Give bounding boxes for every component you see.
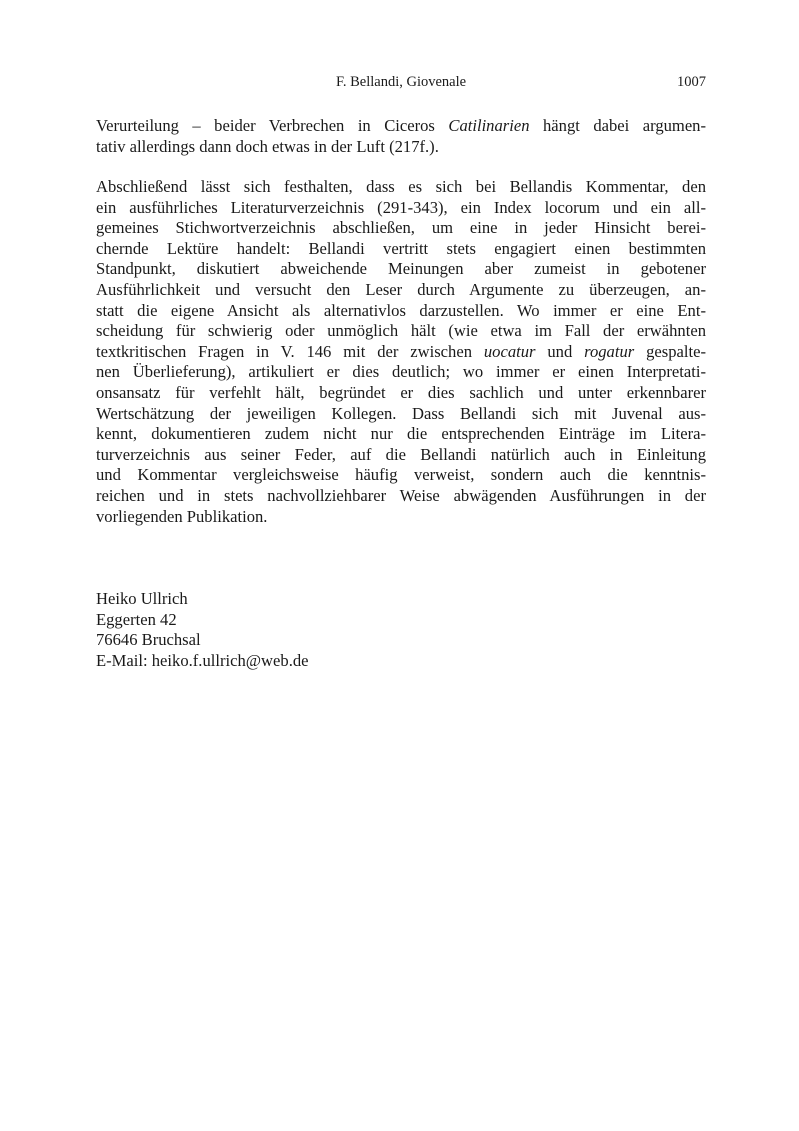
text-segment: statt die eigene Ansicht als alternativlos darzustellen. Wo immer er eine Ent- xyxy=(96,300,706,320)
text-line xyxy=(96,404,706,425)
text-segment: Standpunkt, diskutiert abweichende Meinungen aber zumeist in gebotener xyxy=(96,259,706,279)
text-line xyxy=(96,507,706,528)
text-segment: gemeines Stichwortverzeichnis abschließen, um eine in jeder Hinsicht berei- xyxy=(96,218,706,238)
text-line xyxy=(96,486,706,507)
text-segment: Verurteilung – beider Verbrechen in Ciceros xyxy=(96,116,449,135)
text-segment: ein ausführliches Literaturverzeichnis (291-343), ein Index locorum und ein all- xyxy=(96,197,706,217)
text-segment: Abschließend lässt sich festhalten, dass es sich bei Bellandis Kommentar, den xyxy=(96,177,706,196)
author-name: Heiko Ullrich xyxy=(96,589,188,608)
paragraph-continuation xyxy=(96,116,706,157)
text-line xyxy=(96,321,706,342)
text-segment: und xyxy=(535,341,585,361)
text-line xyxy=(96,465,706,486)
text-segment: Wertschätzung der jeweiligen Kollegen. Dass Bellandi sich mit Juvenal aus- xyxy=(96,403,706,423)
text-line xyxy=(96,116,706,137)
text-line xyxy=(96,218,706,239)
text-line xyxy=(96,198,706,219)
text-line xyxy=(96,342,706,363)
italic-title: Catilinarien xyxy=(448,116,530,135)
italic-title: rogatur xyxy=(584,341,635,361)
text-line xyxy=(96,177,706,198)
text-line xyxy=(96,280,706,301)
author-street: Eggerten 42 xyxy=(96,609,177,629)
text-line xyxy=(96,383,706,404)
text-segment: turverzeichnis aus seiner Feder, auf die Bellandi natürlich auch in Einleitung xyxy=(96,444,706,464)
page-header xyxy=(96,74,706,94)
text-segment: textkritischen Fragen in V. 146 mit der zwischen xyxy=(96,341,484,361)
text-line xyxy=(96,445,706,466)
text-line xyxy=(96,424,706,445)
author-email[interactable]: E-Mail: heiko.f.ullrich@web.de xyxy=(96,650,309,670)
text-segment: onsansatz für verfehlt hält, begründet er dies sachlich und unter erkennbarer xyxy=(96,382,706,402)
author-address xyxy=(96,589,706,671)
text-segment: scheidung für schwierig oder unmöglich hält (wie etwa im Fall der erwähnten xyxy=(96,321,706,341)
text-line xyxy=(96,239,706,260)
author-city: 76646 Bruchsal xyxy=(96,630,201,650)
text-segment: Ausführlichkeit und versucht den Leser durch Argumente zu überzeugen, an- xyxy=(96,279,706,299)
text-segment: nen Überlieferung), artikuliert er dies deutlich; wo immer er einen Interpretati- xyxy=(96,362,706,382)
page-number: 1007 xyxy=(677,74,706,90)
text-segment: gespalte- xyxy=(634,341,706,361)
text-segment: reichen und in stets nachvollziehbarer Weise abwägenden Ausführungen in der xyxy=(96,485,706,505)
text-segment: chernde Lektüre handelt: Bellandi vertritt stets engagiert einen bestimmten xyxy=(96,238,706,258)
italic-title: uocatur xyxy=(483,341,536,361)
text-segment: hängt dabei argumen- xyxy=(529,116,707,135)
text-segment: kennt, dokumentieren zudem nicht nur die entsprechenden Einträge im Litera- xyxy=(96,424,706,444)
text-segment: und Kommentar vergleichsweise häufig verweist, sondern auch die kenntnis- xyxy=(96,465,706,485)
text-line xyxy=(96,362,706,383)
text-line xyxy=(96,137,706,158)
paragraph-conclusion xyxy=(96,177,706,527)
text-line xyxy=(96,301,706,322)
text-segment: vorliegenden Publikation. xyxy=(96,506,268,526)
text-line xyxy=(96,259,706,280)
text-segment: tativ allerdings dann doch etwas in der Luft (217f.). xyxy=(96,136,439,156)
running-title: F. Bellandi, Giovenale xyxy=(335,74,467,90)
